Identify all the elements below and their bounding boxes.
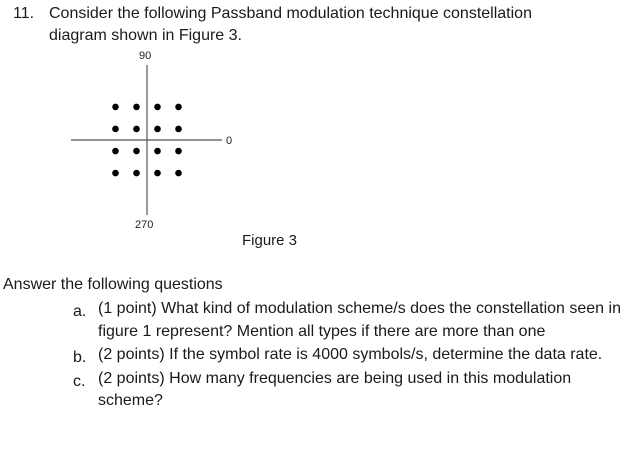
constellation-point bbox=[133, 170, 140, 177]
question-number: 11. bbox=[13, 5, 35, 22]
constellation-point bbox=[175, 126, 182, 133]
sub-question-marker: c. bbox=[73, 372, 86, 390]
sub-question-text: (2 points) If the symbol rate is 4000 symbols/s, determine the data rate. bbox=[98, 346, 603, 363]
sub-question-text: (2 points) How many frequencies are being used in this modulation scheme? bbox=[98, 369, 572, 409]
sub-question-text: (1 point) What kind of modulation scheme/s does the constellation seen in figure 1 represent? Mention all types if there are more than one bbox=[98, 300, 621, 340]
constellation-point bbox=[175, 104, 182, 111]
sub-question-marker: b. bbox=[73, 349, 87, 366]
answer-heading: Answer the following questions bbox=[3, 276, 223, 293]
constellation-point bbox=[175, 148, 182, 155]
constellation-point bbox=[112, 170, 119, 177]
sub-question-a bbox=[73, 298, 629, 343]
sub-question-list bbox=[73, 298, 629, 414]
constellation-point bbox=[175, 170, 182, 177]
constellation-point bbox=[133, 126, 140, 133]
constellation-point bbox=[154, 170, 161, 177]
sub-question-b bbox=[73, 344, 629, 367]
constellation-point bbox=[133, 104, 140, 111]
question-text-line1: Consider the following Passband modulation technique constellation bbox=[49, 5, 532, 22]
axis-label-270: 270 bbox=[135, 219, 154, 231]
figure-caption: Figure 3 bbox=[242, 232, 298, 249]
constellation-point bbox=[154, 104, 161, 111]
axis-label-90: 90 bbox=[139, 50, 152, 62]
constellation-point bbox=[154, 148, 161, 155]
axis-label-0: 0 bbox=[226, 135, 233, 147]
constellation-point bbox=[154, 126, 161, 133]
constellation-point bbox=[112, 148, 119, 155]
sub-question-c bbox=[73, 368, 629, 413]
constellation-point bbox=[112, 104, 119, 111]
constellation-point bbox=[133, 148, 140, 155]
sub-question-marker: a. bbox=[73, 303, 87, 320]
constellation-point bbox=[112, 126, 119, 133]
question-text-line2: diagram shown in Figure 3. bbox=[49, 27, 242, 44]
